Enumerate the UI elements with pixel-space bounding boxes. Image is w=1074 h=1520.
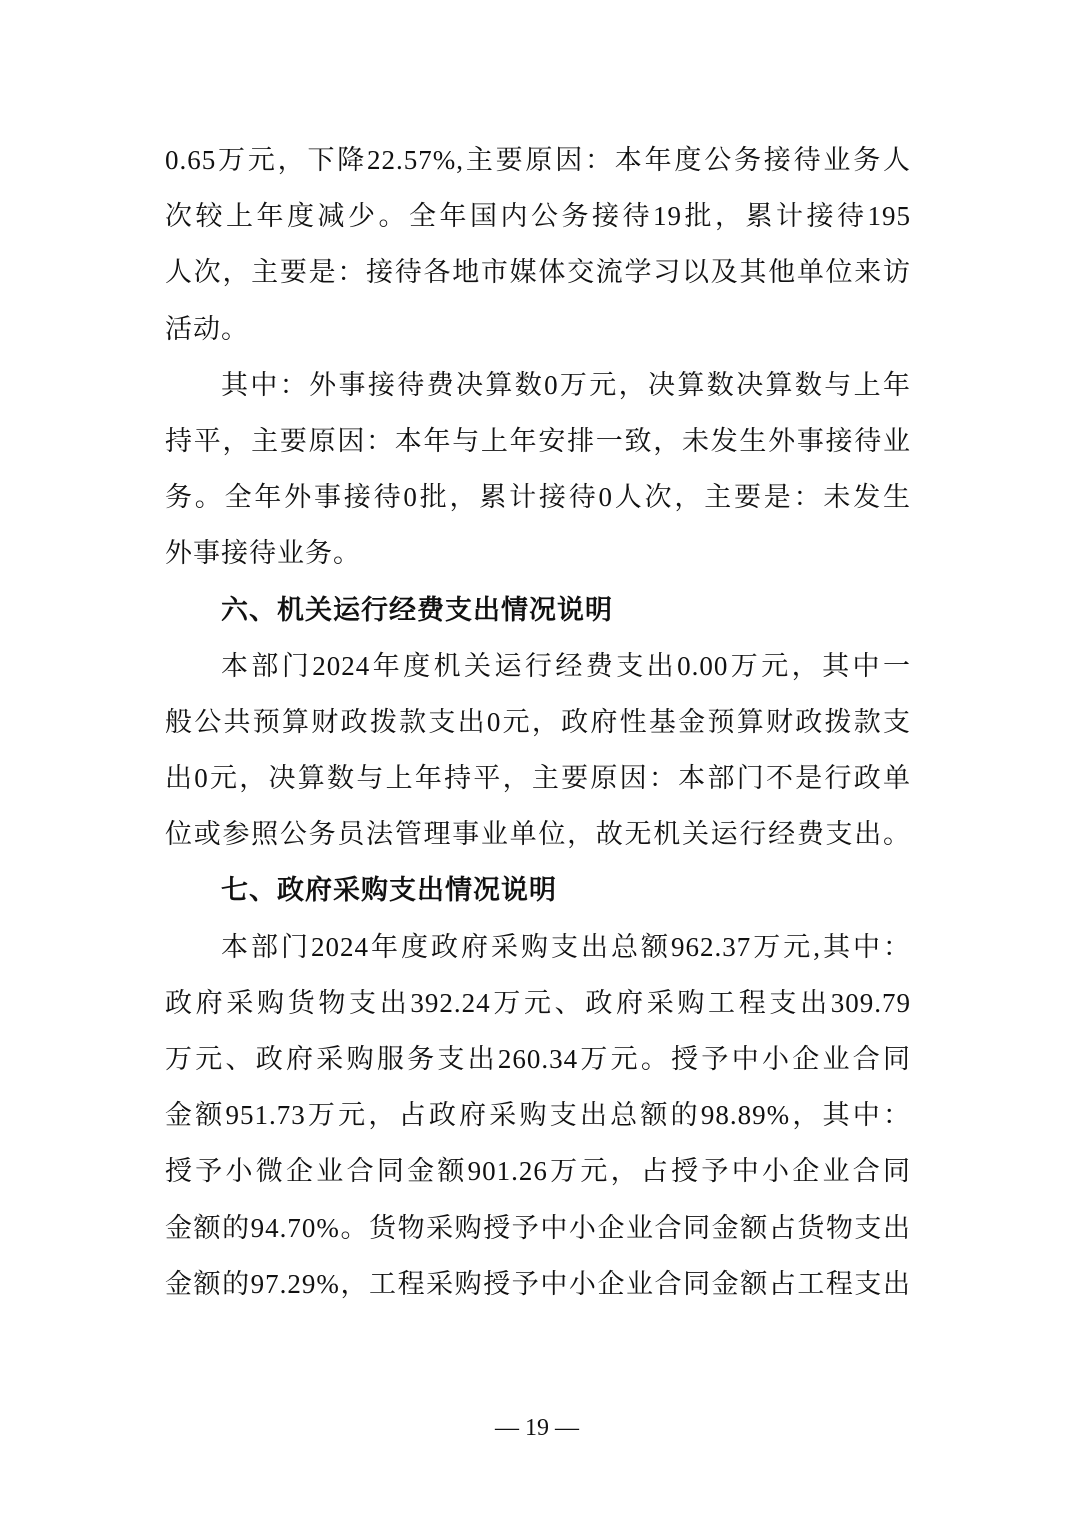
text-line: 本部门2024年度政府采购支出总额962.37万元,其中： [221, 931, 911, 962]
section-heading: 七、政府采购支出情况说明 [221, 875, 557, 906]
text-line: 金额的94.70%。货物采购授予中小企业合同金额占货物支出 [165, 1212, 911, 1243]
text-line: 务。全年外事接待0批，累计接待0人次，主要是：未发生 [165, 482, 911, 513]
text-line: 金额的97.29%，工程采购授予中小企业合同金额占工程支出 [165, 1268, 911, 1299]
document-body [165, 132, 911, 1312]
text-line: 持平，主要原因：本年与上年安排一致，未发生外事接待业 [165, 425, 911, 456]
text-line: 授予小微企业合同金额901.26万元，占授予中小企业合同 [165, 1156, 911, 1187]
text-line: 其中：外事接待费决算数0万元，决算数决算数与上年 [221, 369, 911, 400]
text-line: 活动。 [165, 313, 249, 344]
text-line: 外事接待业务。 [165, 538, 361, 569]
text-line: 位或参照公务员法管理事业单位，故无机关运行经费支出。 [165, 819, 911, 850]
page-number: — 19 — [495, 1415, 579, 1441]
text-line: 般公共预算财政拨款支出0元，政府性基金预算财政拨款支 [165, 706, 911, 737]
text-line: 政府采购货物支出392.24万元、政府采购工程支出309.79 [165, 987, 911, 1018]
text-line: 出0元，决算数与上年持平，主要原因：本部门不是行政单 [165, 763, 911, 794]
text-line: 金额951.73万元，占政府采购支出总额的98.89%，其中： [165, 1100, 911, 1131]
text-line: 次较上年度减少。全年国内公务接待19批，累计接待195 [165, 201, 911, 232]
text-line: 0.65万元，下降22.57%,主要原因：本年度公务接待业务人 [165, 145, 911, 175]
text-line: 万元、政府采购服务支出260.34万元。授予中小企业合同 [165, 1044, 911, 1074]
text-line: 本部门2024年度机关运行经费支出0.00万元，其中一 [221, 650, 911, 681]
section-heading: 六、机关运行经费支出情况说明 [221, 594, 613, 625]
text-line: 人次，主要是：接待各地市媒体交流学习以及其他单位来访 [165, 257, 911, 288]
